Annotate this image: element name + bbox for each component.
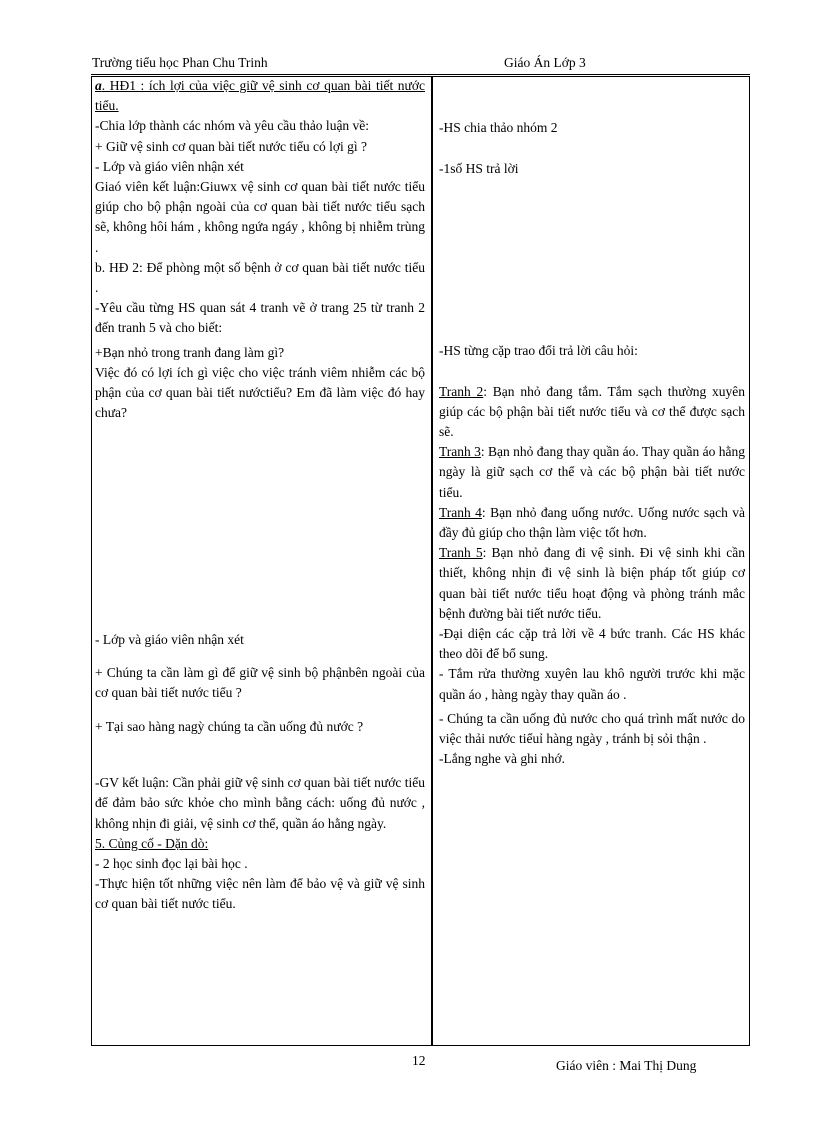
- right-line: - Chúng ta cần uống đủ nước cho quá trình mất nước do việc thải nước tiểuỉ hàng ngày , tránh bị sỏi thận .: [439, 710, 745, 747]
- right-line: -HS chia thảo nhóm 2: [439, 120, 558, 135]
- right-line: -1số HS trả lời: [439, 161, 519, 177]
- teacher-activities-column: [95, 76, 425, 915]
- right-line: -Đại diện các cặp trả lời về 4 bức tranh. Các HS khác theo dõi để bổ sung.: [439, 626, 745, 662]
- left-line: -GV kết luận: Cần phải giữ vệ sinh cơ quan bài tiết nước tiểu để đảm bảo sức khỏe cho mình bằng cách: uống đủ nước , không nhịn đi giải, vệ sinh cơ thể, quần áo hằng ngày.: [95, 775, 425, 831]
- left-line: + Tại sao hàng nagỳ chúng ta cần uống đủ nước ?: [95, 719, 364, 735]
- right-line: - Tắm rửa thường xuyên lau khô người trước khi mặc quần áo , hàng ngày thay quần áo .: [439, 666, 745, 702]
- picture-5-answer: Tranh 5: Bạn nhỏ đang đi vệ sinh. Đi vệ sinh khi cần thiết, không nhịn đi vệ sinh là biện pháp tốt giúp cơ quan bài tiết nước tiểu hoạt động và phòng tránh mắc bệnh đường bài tiết nước tiểu.: [439, 545, 746, 621]
- right-line: -Lắng nghe và ghi nhớ.: [439, 751, 565, 767]
- picture-4-answer: Tranh 4: Bạn nhỏ đang uống nước. Uống nước sạch và đầy đủ giúp cho thận làm việc tốt hơn.: [439, 504, 745, 541]
- hd1-heading: a. HĐ1 : ích lợi của việc giữ vệ sinh cơ quan bài tiết nước tiểu.: [95, 78, 425, 114]
- lesson-title: Giáo Án Lớp 3: [504, 55, 586, 70]
- consolidation-heading: 5. Củng cố - Dặn dò:: [95, 835, 209, 851]
- left-line: -Yêu cầu từng HS quan sát 4 tranh vẽ ở trang 25 từ tranh 2 đến tranh 5 và cho biết:: [95, 300, 425, 336]
- header-rule: [91, 74, 750, 75]
- left-line: Việc đó có lợi ích gì việc cho việc tránh viêm nhiễm các bộ phận của cơ quan bài tiết nướctiểu? Em đã làm việc đó hay chưa?: [95, 364, 425, 421]
- left-line: Giaó viên kết luận:Giuwx vệ sinh cơ quan bài tiết nước tiểu giúp cho bộ phận ngoài của cơ quan bài tiết nước tiểu sạch sẽ, không hôi hám , không ngứa ngáy , không bị nhiễm trùng .: [95, 179, 425, 255]
- student-activities-column: [439, 76, 745, 769]
- teacher-name: Giáo viên : Mai Thị Dung: [556, 1058, 697, 1073]
- left-line: - 2 học sinh đọc lại bài học .: [95, 856, 248, 872]
- picture-2-answer: Tranh 2: Bạn nhỏ đang tắm. Tắm sạch thường xuyên giúp các bộ phận bài tiết nước tiểu và cơ thể được sạch sẽ.: [439, 383, 745, 440]
- left-line: - Lớp và giáo viên nhận xét: [95, 632, 244, 648]
- picture-3-answer: Tranh 3: Bạn nhỏ đang thay quần áo. Thay quần áo hằng ngày là giữ sạch cơ thể và các bộ phận bài tiết nước tiểu.: [439, 444, 745, 500]
- column-divider: [431, 76, 433, 1046]
- left-line: +Bạn nhỏ trong tranh đang làm gì?: [95, 344, 285, 360]
- left-line: + Chúng ta cần làm gì để giữ vệ sinh bộ phậnbên ngoài của cơ quan bài tiết nước tiểu ?: [95, 664, 425, 700]
- school-name: Trường tiểu học Phan Chu Trinh: [92, 55, 268, 70]
- left-line: -Thực hiện tốt những việc nên làm để bảo vệ và giữ vệ sinh cơ quan bài tiết nước tiểu.: [95, 876, 425, 912]
- hd2-heading: b. HĐ 2: Để phòng một số bệnh ở cơ quan bài tiết nước tiểu .: [95, 259, 425, 296]
- right-line: -HS từng cặp trao đổi trả lời câu hỏi:: [439, 343, 638, 359]
- page-number: 12: [412, 1053, 426, 1068]
- left-line: - Lớp và giáo viên nhận xét: [95, 158, 244, 174]
- left-line: + Giữ vệ sinh cơ quan bài tiết nước tiểu có lợi gì ?: [95, 138, 367, 154]
- left-line: -Chia lớp thành các nhóm và yêu cầu thảo luận về:: [95, 118, 370, 134]
